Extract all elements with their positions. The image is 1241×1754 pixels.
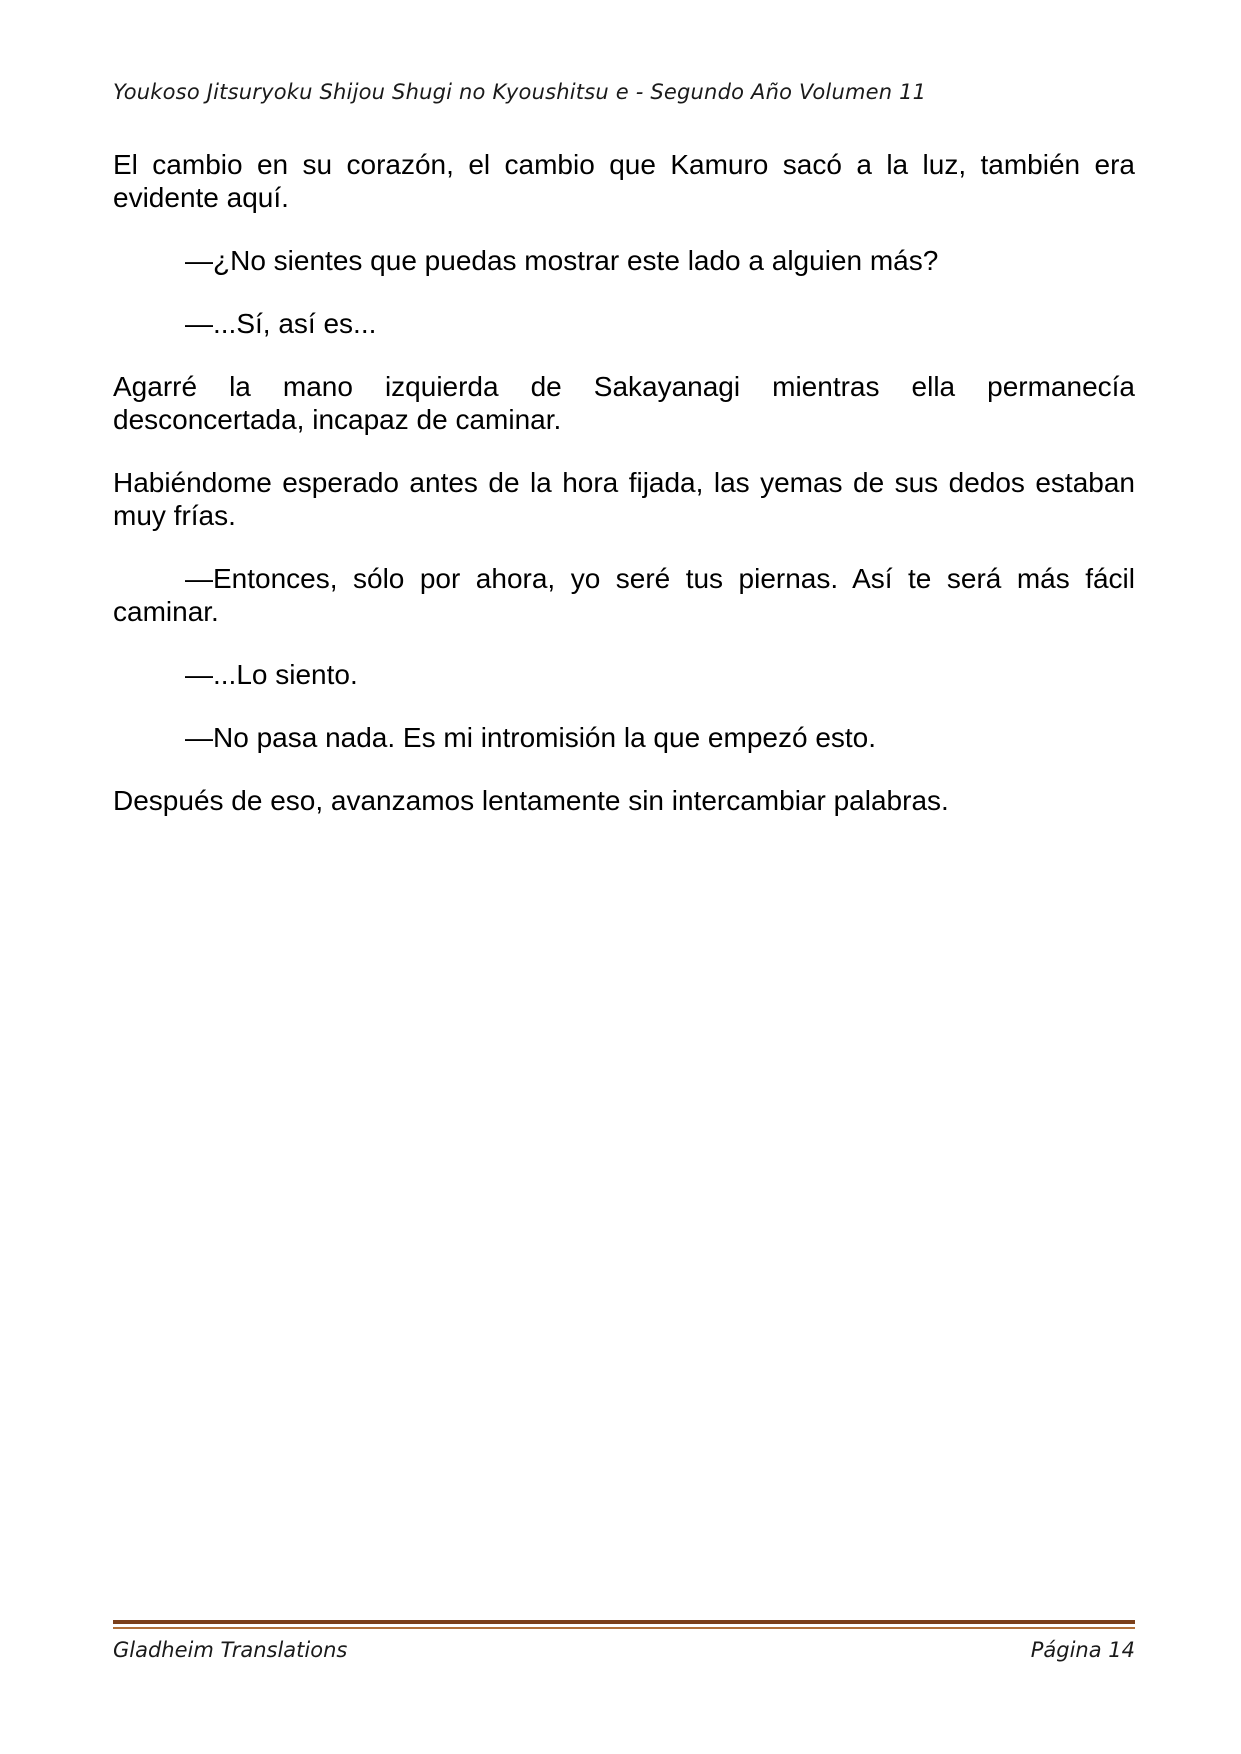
- dialogue-line: —...Lo siento.: [185, 659, 358, 690]
- dialogue-line: —¿No sientes que puedas mostrar este lado a alguien más?: [185, 245, 939, 276]
- paragraph: Agarré la mano izquierda de Sakayanagi mientras ella permanecía desconcertada, incapaz de caminar.: [113, 371, 1135, 435]
- dialogue-line: —No pasa nada. Es mi intromisión la que empezó esto.: [185, 722, 877, 753]
- page-number: Página 14: [1030, 1638, 1135, 1662]
- dialogue-line: —...Sí, así es...: [185, 308, 377, 339]
- running-header: Youkoso Jitsuryoku Shijou Shugi no Kyoushitsu e - Segundo Año Volumen 11: [113, 80, 927, 104]
- paragraph: Habiéndome esperado antes de la hora fijada, las yemas de sus dedos estaban muy frías.: [113, 467, 1135, 531]
- footer-divider: [113, 1620, 1135, 1629]
- document-body: [113, 148, 1135, 847]
- dialogue-line: —Entonces, sólo por ahora, yo seré tus piernas. Así te será más fácil caminar.: [113, 563, 1135, 627]
- footer-publisher: Gladheim Translations: [113, 1638, 348, 1662]
- paragraph: Después de eso, avanzamos lentamente sin intercambiar palabras.: [113, 785, 949, 816]
- paragraph: El cambio en su corazón, el cambio que Kamuro sacó a la luz, también era evidente aquí.: [113, 149, 1135, 213]
